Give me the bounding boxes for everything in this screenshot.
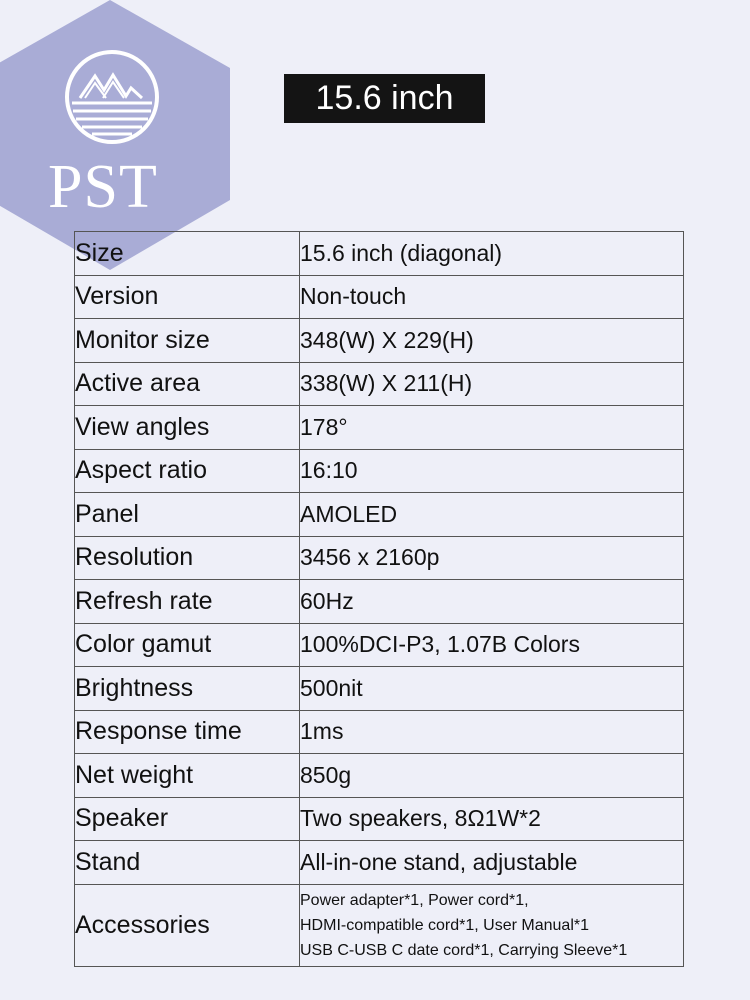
spec-label: Refresh rate	[75, 580, 300, 624]
table-row	[75, 580, 684, 624]
spec-value: 338(W) X 211(H)	[300, 362, 684, 406]
table-row-accessories	[75, 884, 684, 966]
spec-label: Stand	[75, 841, 300, 885]
page-title: 15.6 inch	[284, 74, 485, 123]
table-row	[75, 493, 684, 537]
spec-label: Brightness	[75, 667, 300, 711]
spec-label: Accessories	[75, 884, 300, 966]
spec-label: Resolution	[75, 536, 300, 580]
spec-value: 178°	[300, 406, 684, 450]
spec-value: 500nit	[300, 667, 684, 711]
spec-label: Aspect ratio	[75, 449, 300, 493]
table-row	[75, 841, 684, 885]
spec-value: AMOLED	[300, 493, 684, 537]
spec-label: Size	[75, 232, 300, 276]
spec-value-accessories	[300, 884, 684, 966]
accessories-line: USB C-USB C date cord*1, Carrying Sleeve*1	[300, 941, 628, 959]
spec-label: Speaker	[75, 797, 300, 841]
spec-value: All-in-one stand, adjustable	[300, 841, 684, 885]
spec-value: Two speakers, 8Ω1W*2	[300, 797, 684, 841]
spec-label: View angles	[75, 406, 300, 450]
table-row	[75, 275, 684, 319]
spec-table	[74, 231, 684, 967]
table-row	[75, 406, 684, 450]
table-row	[75, 362, 684, 406]
table-row	[75, 623, 684, 667]
spec-value: 15.6 inch (diagonal)	[300, 232, 684, 276]
hexagon-badge	[0, 0, 230, 270]
spec-value: 850g	[300, 754, 684, 798]
spec-label: Color gamut	[75, 623, 300, 667]
table-row	[75, 449, 684, 493]
spec-value: 3456 x 2160p	[300, 536, 684, 580]
spec-value: 16:10	[300, 449, 684, 493]
table-row	[75, 536, 684, 580]
table-row	[75, 754, 684, 798]
spec-value: Non-touch	[300, 275, 684, 319]
spec-value: 60Hz	[300, 580, 684, 624]
spec-value: 100%DCI-P3, 1.07B Colors	[300, 623, 684, 667]
table-row	[75, 797, 684, 841]
spec-label: Version	[75, 275, 300, 319]
table-row	[75, 232, 684, 276]
accessories-line: HDMI-compatible cord*1, User Manual*1	[300, 916, 589, 934]
spec-label: Active area	[75, 362, 300, 406]
spec-value: 1ms	[300, 710, 684, 754]
spec-label: Response time	[75, 710, 300, 754]
table-row	[75, 667, 684, 711]
logo-text: PST	[48, 153, 158, 221]
brand-logo	[0, 0, 230, 270]
spec-value: 348(W) X 229(H)	[300, 319, 684, 363]
accessories-line: Power adapter*1, Power cord*1,	[300, 891, 529, 909]
table-row	[75, 710, 684, 754]
table-row	[75, 319, 684, 363]
spec-label: Monitor size	[75, 319, 300, 363]
spec-label: Net weight	[75, 754, 300, 798]
spec-label: Panel	[75, 493, 300, 537]
